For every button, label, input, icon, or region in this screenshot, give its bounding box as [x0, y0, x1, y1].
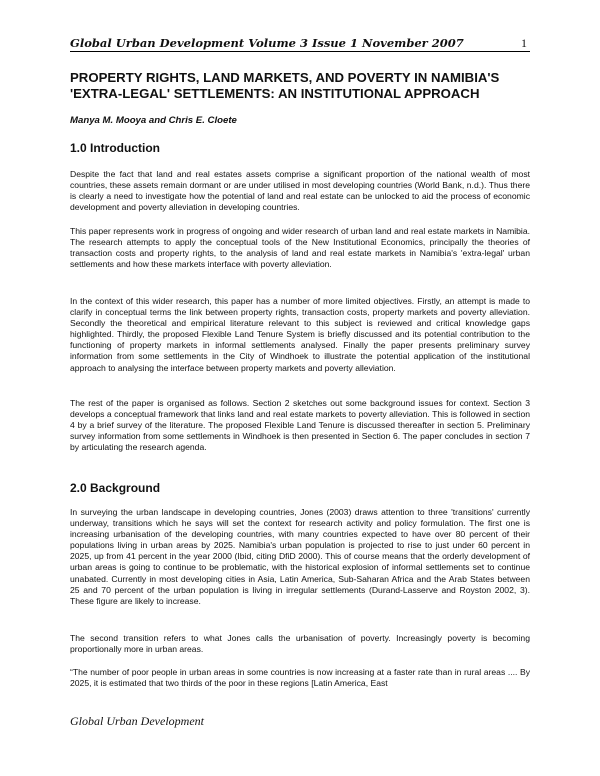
- paragraph: The rest of the paper is organised as follows. Section 2 sketches out some background issues for context. Section 3 develops a conceptual framework that links land and real estate markets to poverty alleviation. This is followed in section 4 by a brief survey of the literature. The proposed Flexible Land Tenure is discussed thereafter in section 5. Preliminary survey information from some settlements in Windhoek is then presented in Section 6. The paper concludes in section 7 by articulating the research agenda.: [70, 398, 530, 453]
- page-number: 1: [521, 36, 527, 50]
- paragraph: In surveying the urban landscape in developing countries, Jones (2003) draws attention to three 'transitions' currently underway, transitions which he says will set the context for research activity and policy formulation. The first one is increasing urbanisation of the developing countries, with many countries expected to have over 80 percent of their populations living in urban areas by 2025. Namibia's urban population is projected to rise to just under 60 percent in 2025, up from 41 percent in the year 2000 (Ibid, citing DfiD 2000). This of course means that the orderly development of urban areas is going to continue to be problematic, with the historical explosion of informal settlements set to continue unabated. Currently in most developing cities in Asia, Latin America, Sub-Saharan Africa and the Arab States between 25 and 70 percent of the urban population is living in irregular settlements (Durand-Lasserve and Royston 2002, 3). These figure are likely to increase.: [70, 507, 530, 606]
- article-authors: Manya M. Mooya and Chris E. Cloete: [70, 115, 237, 126]
- paragraph: This paper represents work in progress of ongoing and wider research of urban land and real estate markets in Namibia. The research attempts to apply the conceptual tools of the New Institutional Economics, principally the theories of transaction costs and property rights, to the analysis of land and real estate markets in Namibia's 'extra-legal' urban settlements and how these markets interface with poverty alleviation.: [70, 226, 530, 270]
- running-header: Global Urban Development Volume 3 Issue 1 November 2007: [70, 36, 530, 52]
- section-heading-background: 2.0 Background: [70, 481, 161, 495]
- paragraph: “The number of poor people in urban areas in some countries is now increasing at a faster rate than in rural areas .... By 2025, it is estimated that two thirds of the poor in these regions [Latin America, East: [70, 667, 530, 689]
- section-heading-introduction: 1.0 Introduction: [70, 141, 160, 155]
- paragraph: Despite the fact that land and real estates assets comprise a significant proportion of the national wealth of most countries, these assets remain dormant or are under utilised in most developing countries (World Bank, n.d.). Thus there is clearly a need to investigate how the potential of land and real estate can be unlocked to aid the process of economic development and poverty alleviation in developing countries.: [70, 169, 530, 213]
- paragraph: In the context of this wider research, this paper has a number of more limited objectives. Firstly, an attempt is made to clarify in conceptual terms the link between property rights, transaction costs, property markets and poverty alleviation. Secondly the theoretical and empirical literature relevant to this subject is reviewed and critical knowledge gaps highlighted. Thirdly, the proposed Flexible Land Tenure System is briefly discussed and its potential contribution to the functioning of property markets in informal settlements analysed. Finally the paper presents preliminary survey information from some settlements in the City of Windhoek to illustrate the potential application of the institutional approach to analysing the interface between property markets and poverty alleviation.: [70, 296, 530, 373]
- page-footer: Global Urban Development: [70, 714, 204, 728]
- article-title: PROPERTY RIGHTS, LAND MARKETS, AND POVERTY IN NAMIBIA'S 'EXTRA-LEGAL' SETTLEMENTS: AN INSTITUTIONAL APPROACH: [70, 70, 500, 101]
- paragraph: The second transition refers to what Jones calls the urbanisation of poverty. Increasingly poverty is becoming proportionally more in urban areas.: [70, 633, 530, 655]
